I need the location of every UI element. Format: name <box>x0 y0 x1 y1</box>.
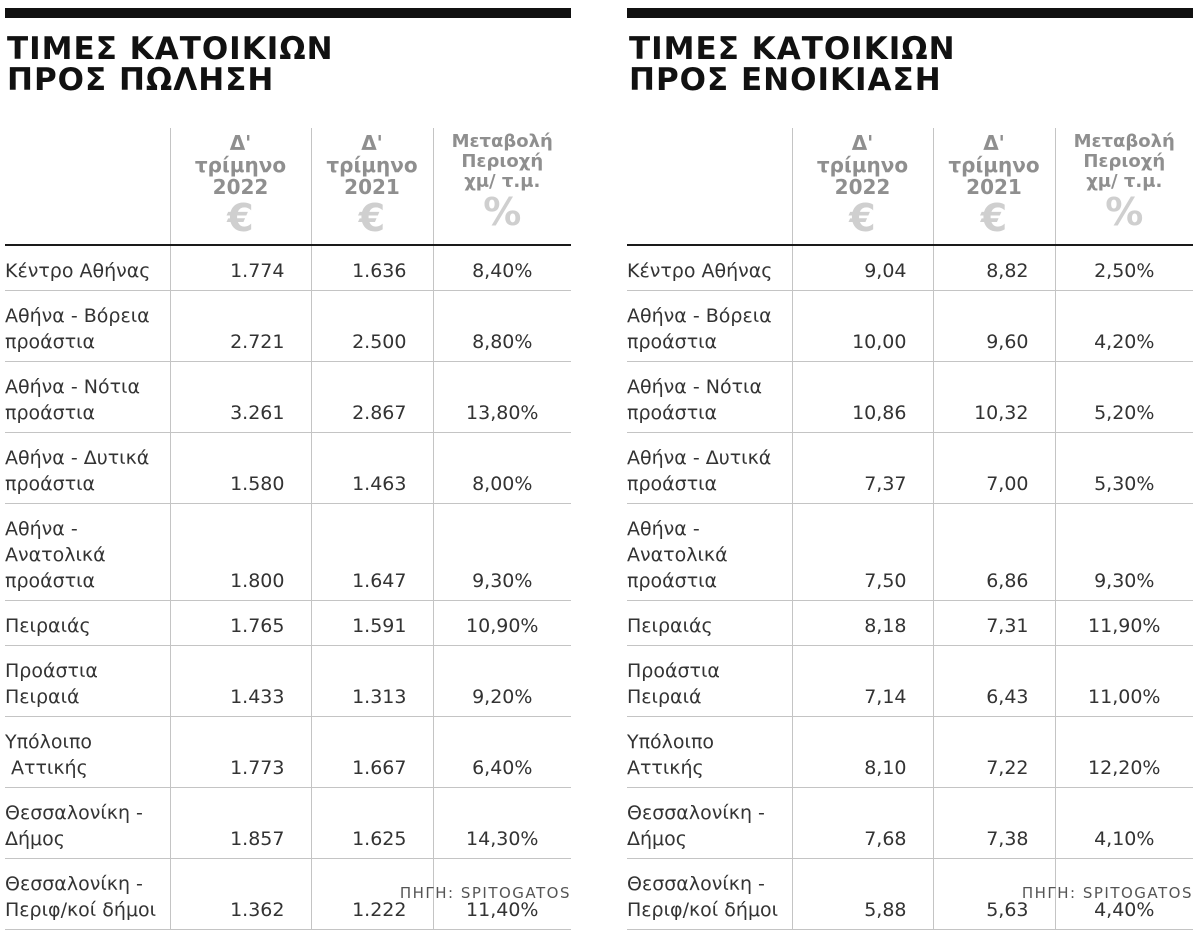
q4-2022-value: 3.261 <box>170 362 311 433</box>
q4-2021-value: 1.313 <box>311 646 433 717</box>
column-header-2 <box>933 128 1055 245</box>
table-header-row <box>627 128 1193 245</box>
region-cell <box>627 717 792 788</box>
column-header-line: Δ' <box>361 131 383 155</box>
q4-2021-value: 7,00 <box>933 433 1055 504</box>
region-name-line: Αθήνα - Νότια <box>5 376 140 398</box>
table-row <box>5 291 571 362</box>
table-row <box>627 362 1193 433</box>
table-row <box>5 601 571 646</box>
q4-2021-value: 7,22 <box>933 717 1055 788</box>
region-name-line: Πειραιά <box>5 686 80 708</box>
q4-2021-value: 6,43 <box>933 646 1055 717</box>
column-header-3 <box>1055 128 1193 245</box>
region-cell <box>627 788 792 859</box>
change-percent-value: 8,40% <box>433 245 571 291</box>
region-name-line: Ανατολικά <box>627 544 728 566</box>
region-name-line: Περιφ/κοί δήμοι <box>627 899 779 921</box>
region-cell <box>627 504 792 601</box>
table-row <box>5 788 571 859</box>
region-name-line: Περιφ/κοί δήμοι <box>5 899 157 921</box>
q4-2021-value: 1.591 <box>311 601 433 646</box>
region-name-line: προάστια <box>5 473 96 495</box>
change-percent-value: 5,20% <box>1055 362 1193 433</box>
change-percent-value: 13,80% <box>433 362 571 433</box>
region-cell <box>627 859 792 930</box>
rent-prices-panel <box>627 0 1193 921</box>
column-header-line: χμ/ τ.μ. <box>464 171 541 192</box>
rent-prices-title <box>629 31 956 98</box>
region-cell <box>5 717 170 788</box>
change-percent-value: 10,90% <box>433 601 571 646</box>
q4-2022-value: 7,37 <box>792 433 933 504</box>
table-body <box>5 245 571 930</box>
q4-2022-value: 7,50 <box>792 504 933 601</box>
euro-symbol: € <box>849 196 876 240</box>
table-row <box>5 433 571 504</box>
change-percent-value: 4,20% <box>1055 291 1193 362</box>
region-name-line: Προάστια <box>5 660 98 682</box>
region-name-line: Αττικής <box>5 757 88 779</box>
column-header-line: τρίμηνο <box>816 153 909 177</box>
column-header-line: τρίμηνο <box>326 153 418 177</box>
region-name-line: προάστια <box>627 331 718 353</box>
change-percent-value: 8,80% <box>433 291 571 362</box>
region-name-line: Αθήνα - Νότια <box>627 376 762 398</box>
title-line-1: ΤΙΜΕΣ ΚΑΤΟΙΚΙΩΝ <box>629 31 956 67</box>
column-header-line: Δ' <box>983 131 1005 155</box>
table-row <box>5 646 571 717</box>
q4-2022-value: 9,04 <box>792 245 933 291</box>
change-percent-value: 9,30% <box>1055 504 1193 601</box>
region-name-line: Δήμος <box>5 828 65 850</box>
q4-2021-value: 1.647 <box>311 504 433 601</box>
region-name-line: Αθήνα - Βόρεια <box>627 305 772 327</box>
region-cell <box>5 504 170 601</box>
column-header-1 <box>170 128 311 245</box>
region-name-line: Υπόλοιπο <box>5 731 93 753</box>
table-row <box>5 362 571 433</box>
column-header-line: 2021 <box>344 175 400 199</box>
q4-2021-value: 10,32 <box>933 362 1055 433</box>
region-name-line: προάστια <box>5 331 96 353</box>
region-name-line: Ανατολικά <box>5 544 106 566</box>
q4-2022-value: 10,86 <box>792 362 933 433</box>
q4-2021-value: 5,63 <box>933 859 1055 930</box>
source-note: ΠΗΓΗ: SPITOGATOS <box>399 884 571 902</box>
q4-2021-value: 8,82 <box>933 245 1055 291</box>
q4-2021-value: 6,86 <box>933 504 1055 601</box>
column-header-line: Δ' <box>851 131 874 155</box>
q4-2022-value: 7,14 <box>792 646 933 717</box>
rent-prices-table <box>627 128 1193 930</box>
region-cell <box>627 291 792 362</box>
region-cell <box>5 291 170 362</box>
q4-2021-value: 9,60 <box>933 291 1055 362</box>
change-percent-value: 11,00% <box>1055 646 1193 717</box>
region-cell <box>627 433 792 504</box>
table-row <box>627 245 1193 291</box>
euro-symbol: € <box>358 196 386 240</box>
column-header-2 <box>311 128 433 245</box>
region-name-line: Προάστια <box>627 660 720 682</box>
region-name-line: Αθήνα - <box>5 518 78 540</box>
q4-2021-value: 1.222 <box>311 859 433 930</box>
q4-2021-value: 1.667 <box>311 717 433 788</box>
column-header-line: Περιοχή <box>461 151 544 172</box>
table-row <box>627 646 1193 717</box>
region-name-line: Πειραιά <box>627 686 702 708</box>
table-row <box>627 601 1193 646</box>
q4-2022-value: 1.362 <box>170 859 311 930</box>
table-row <box>627 433 1193 504</box>
region-name-line: Θεσσαλονίκη - <box>5 802 143 824</box>
region-name-line: Πειραιάς <box>5 615 91 637</box>
change-percent-value: 11,40% <box>433 859 571 930</box>
column-header-line: Μεταβολή <box>1073 131 1175 152</box>
sale-prices-table <box>5 128 571 930</box>
region-cell <box>5 601 170 646</box>
region-cell <box>5 646 170 717</box>
column-header-line: Δ' <box>229 131 252 155</box>
q4-2022-value: 1.857 <box>170 788 311 859</box>
region-name-line: Κέντρο Αθήνας <box>5 260 151 282</box>
column-header-line: 2021 <box>966 175 1022 199</box>
change-percent-value: 14,30% <box>433 788 571 859</box>
q4-2021-value: 2.500 <box>311 291 433 362</box>
region-cell <box>5 362 170 433</box>
region-name-line: Αθήνα - Βόρεια <box>5 305 150 327</box>
table-row <box>627 504 1193 601</box>
percent-symbol: % <box>483 190 522 234</box>
column-header-line: Μεταβολή <box>451 131 553 152</box>
region-header-cell <box>5 128 170 245</box>
q4-2022-value: 1.773 <box>170 717 311 788</box>
region-name-line: προάστια <box>627 570 718 592</box>
region-name-line: Θεσσαλονίκη - <box>5 873 143 895</box>
region-name-line: προάστια <box>627 402 718 424</box>
q4-2022-value: 1.765 <box>170 601 311 646</box>
q4-2022-value: 1.800 <box>170 504 311 601</box>
region-cell <box>627 601 792 646</box>
q4-2021-value: 7,31 <box>933 601 1055 646</box>
change-percent-value: 12,20% <box>1055 717 1193 788</box>
q4-2022-value: 2.721 <box>170 291 311 362</box>
panel-top-rule <box>5 8 571 18</box>
table-row <box>627 291 1193 362</box>
region-name-line: Κέντρο Αθήνας <box>627 260 773 282</box>
change-percent-value: 11,90% <box>1055 601 1193 646</box>
q4-2021-value: 2.867 <box>311 362 433 433</box>
table-row <box>5 717 571 788</box>
q4-2022-value: 1.580 <box>170 433 311 504</box>
q4-2022-value: 7,68 <box>792 788 933 859</box>
region-cell <box>627 362 792 433</box>
region-cell <box>5 859 170 930</box>
region-name-line: προάστια <box>5 402 96 424</box>
change-percent-value: 9,20% <box>433 646 571 717</box>
table-body <box>627 245 1193 930</box>
title-line-2: ΠΡΟΣ ΕΝΟΙΚΙΑΣΗ <box>629 62 942 98</box>
change-percent-value: 9,30% <box>433 504 571 601</box>
table-row <box>627 717 1193 788</box>
change-percent-value: 6,40% <box>433 717 571 788</box>
column-header-3 <box>433 128 571 245</box>
region-cell <box>5 245 170 291</box>
change-percent-value: 2,50% <box>1055 245 1193 291</box>
table-header-row <box>5 128 571 245</box>
region-cell <box>5 433 170 504</box>
column-header-line: 2022 <box>212 175 269 199</box>
percent-symbol: % <box>1105 190 1144 234</box>
column-header-line: τρίμηνο <box>194 153 287 177</box>
column-header-line: Περιοχή <box>1083 151 1166 172</box>
change-percent-value: 8,00% <box>433 433 571 504</box>
region-cell <box>627 245 792 291</box>
region-name-line: Αθήνα - Δυτικά <box>627 447 772 469</box>
region-name-line: Υπόλοιπο <box>627 731 715 753</box>
region-name-line: Αθήνα - <box>627 518 700 540</box>
title-line-2: ΠΡΟΣ ΠΩΛΗΣΗ <box>7 62 275 98</box>
source-note: ΠΗΓΗ: SPITOGATOS <box>1021 884 1193 902</box>
region-name-line: Θεσσαλονίκη - <box>627 802 765 824</box>
q4-2022-value: 1.774 <box>170 245 311 291</box>
region-name-line: Αττικής <box>627 757 704 779</box>
region-name-line: Δήμος <box>627 828 687 850</box>
q4-2021-value: 1.636 <box>311 245 433 291</box>
q4-2022-value: 5,88 <box>792 859 933 930</box>
q4-2022-value: 10,00 <box>792 291 933 362</box>
region-name-line: Πειραιάς <box>627 615 713 637</box>
column-header-line: 2022 <box>834 175 891 199</box>
region-cell <box>5 788 170 859</box>
table-row <box>627 788 1193 859</box>
region-name-line: προάστια <box>627 473 718 495</box>
q4-2022-value: 8,10 <box>792 717 933 788</box>
column-header-1 <box>792 128 933 245</box>
title-line-1: ΤΙΜΕΣ ΚΑΤΟΙΚΙΩΝ <box>7 31 334 67</box>
change-percent-value: 4,10% <box>1055 788 1193 859</box>
column-header-line: χμ/ τ.μ. <box>1086 171 1163 192</box>
table-row <box>5 504 571 601</box>
q4-2021-value: 7,38 <box>933 788 1055 859</box>
sale-prices-panel <box>5 0 571 921</box>
euro-symbol: € <box>227 196 254 240</box>
column-header-line: τρίμηνο <box>948 153 1040 177</box>
q4-2022-value: 8,18 <box>792 601 933 646</box>
region-cell <box>627 646 792 717</box>
q4-2022-value: 1.433 <box>170 646 311 717</box>
region-name-line: προάστια <box>5 570 96 592</box>
region-name-line: Θεσσαλονίκη - <box>627 873 765 895</box>
table-row <box>5 245 571 291</box>
change-percent-value: 4,40% <box>1055 859 1193 930</box>
region-header-cell <box>627 128 792 245</box>
euro-symbol: € <box>980 196 1008 240</box>
q4-2021-value: 1.625 <box>311 788 433 859</box>
change-percent-value: 5,30% <box>1055 433 1193 504</box>
q4-2021-value: 1.463 <box>311 433 433 504</box>
panel-top-rule <box>627 8 1193 18</box>
sale-prices-title <box>7 31 334 98</box>
region-name-line: Αθήνα - Δυτικά <box>5 447 150 469</box>
